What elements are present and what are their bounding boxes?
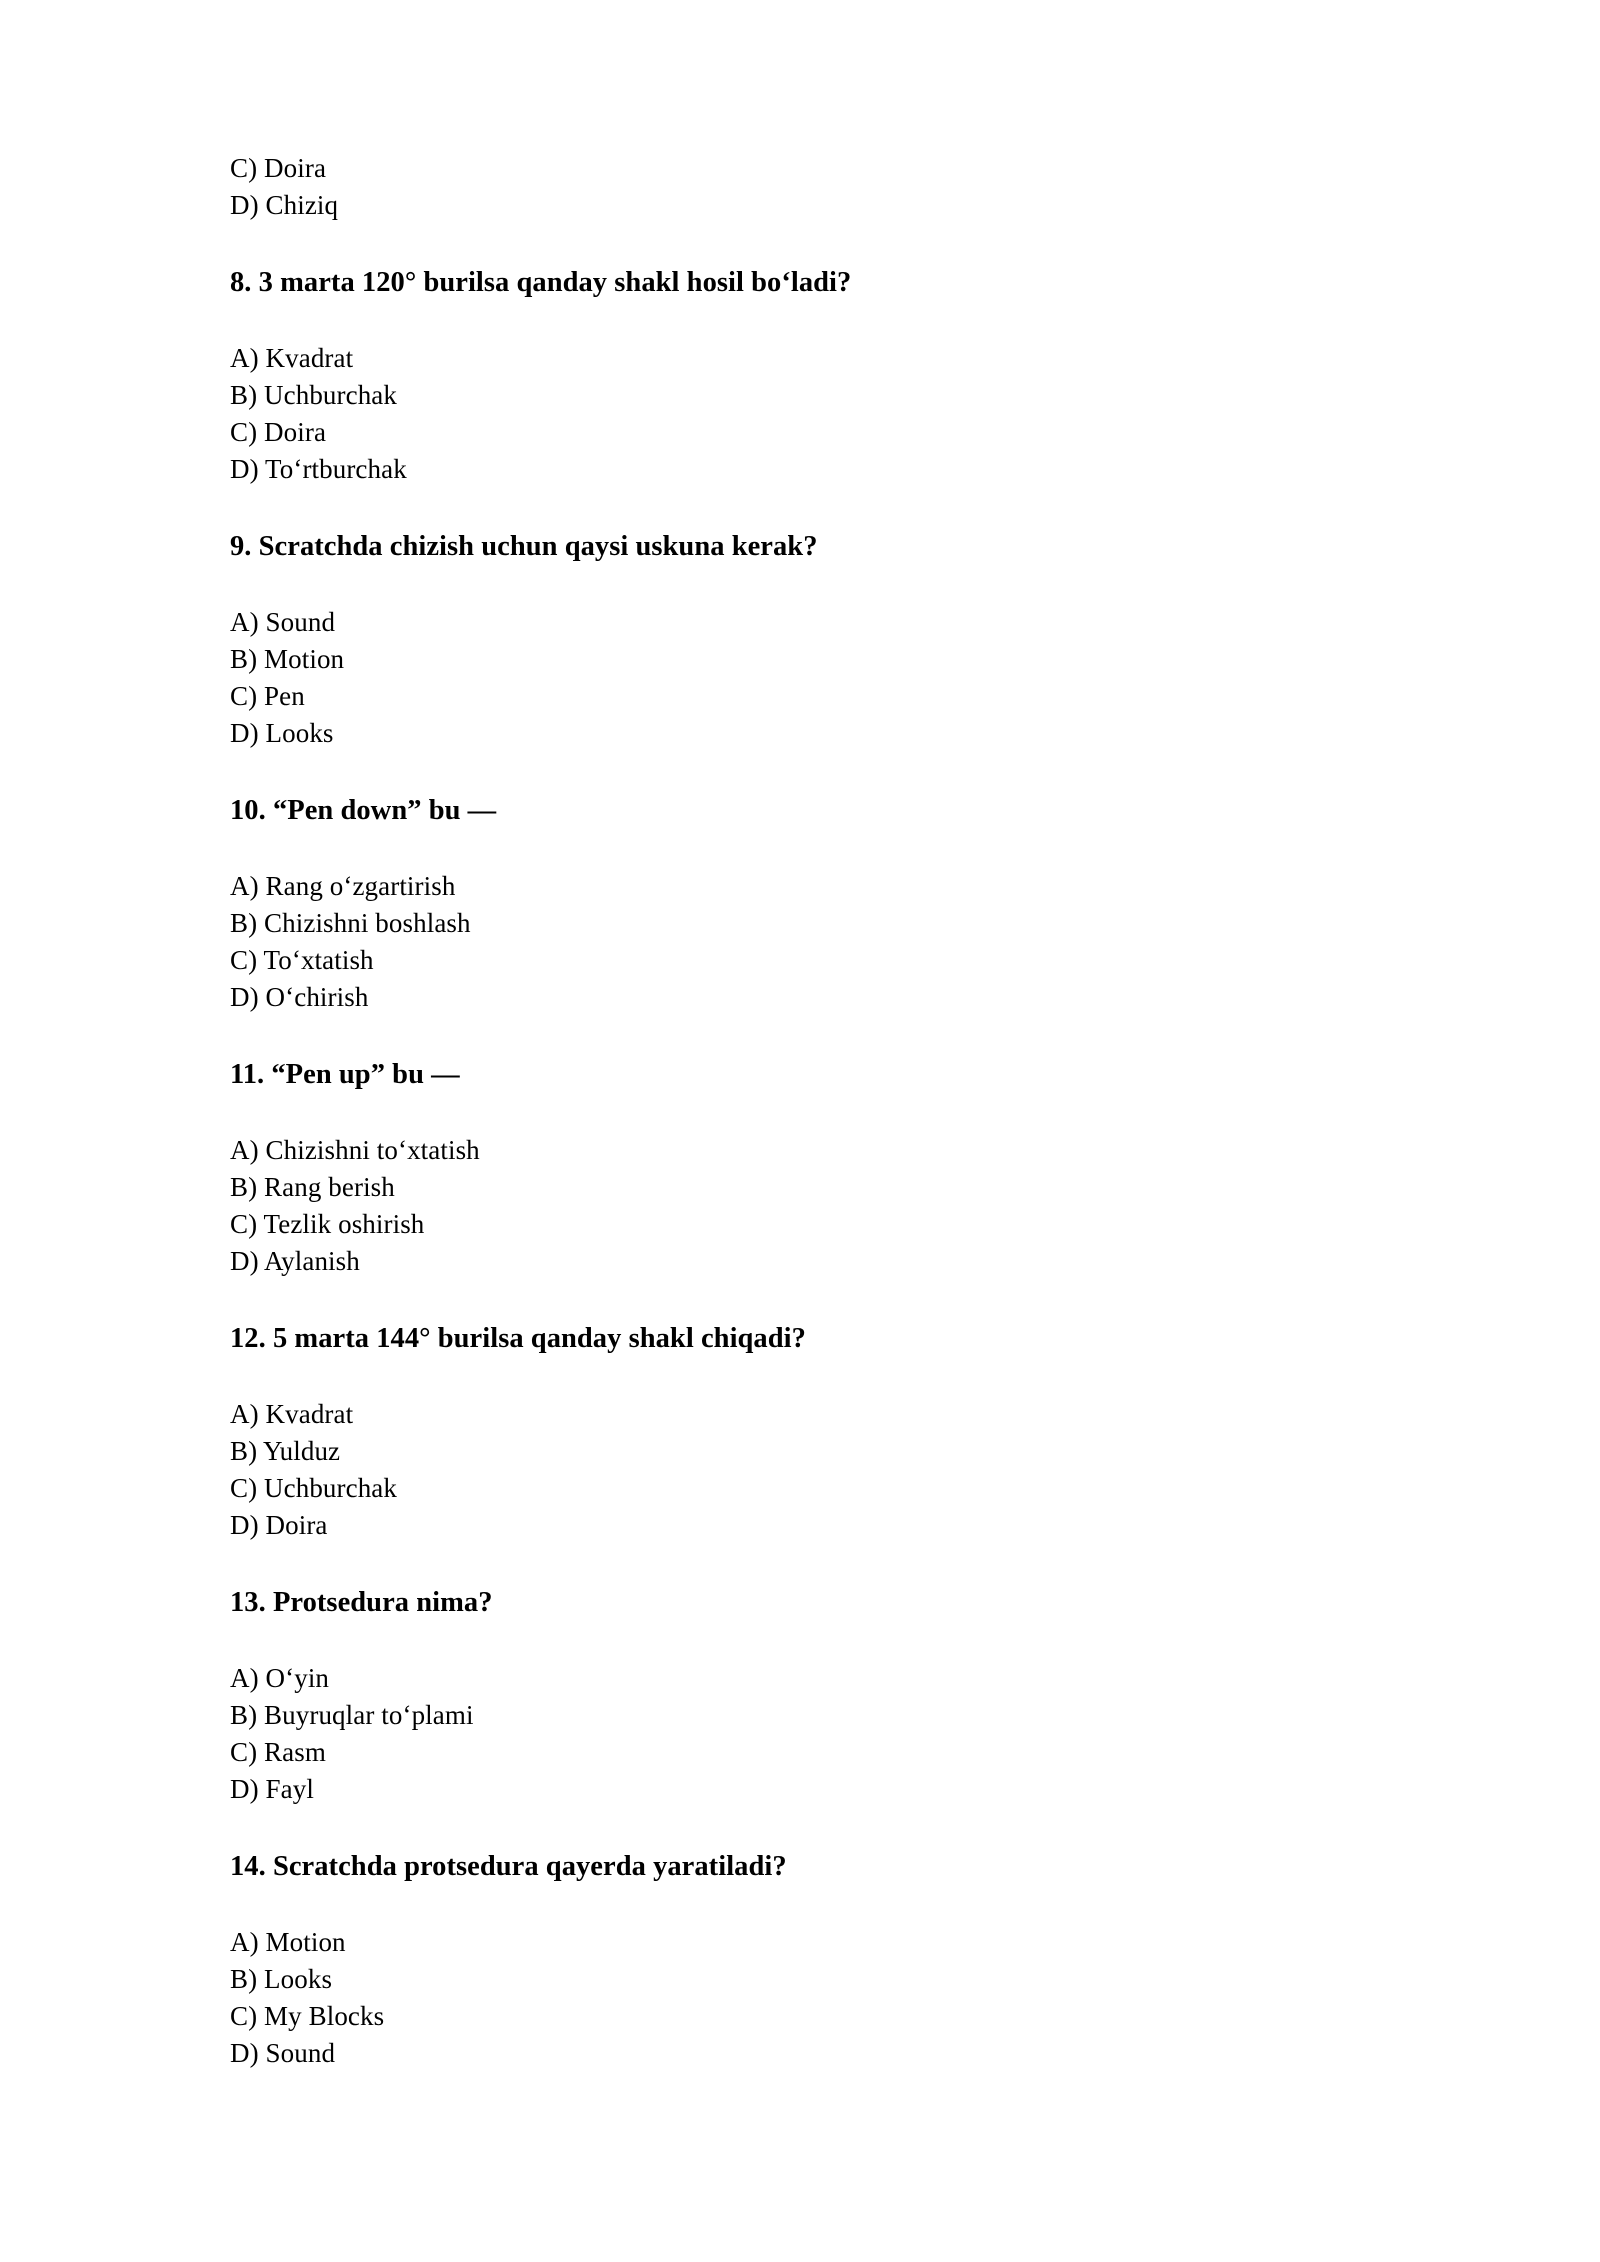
option-item: A) O‘yin	[230, 1663, 330, 1693]
question-options	[230, 1132, 1380, 1280]
option-item: B) Uchburchak	[230, 380, 397, 410]
question-heading: 11. “Pen up” bu —	[230, 1059, 460, 1090]
option-item: A) Sound	[230, 607, 336, 637]
option-item: D) Aylanish	[230, 1246, 360, 1276]
question-heading: 10. “Pen down” bu —	[230, 795, 497, 826]
option-item: D) Chiziq	[230, 190, 339, 220]
question-block-13	[230, 1584, 1380, 1808]
question-options	[230, 340, 1380, 488]
option-item: C) My Blocks	[230, 2001, 385, 2031]
option-item: D) Fayl	[230, 1774, 314, 1804]
question-options	[230, 1660, 1380, 1808]
question-block-8	[230, 264, 1380, 488]
option-item: A) Chizishni to‘xtatish	[230, 1135, 480, 1165]
option-item: B) Looks	[230, 1964, 333, 1994]
question-block-9	[230, 528, 1380, 752]
document-body	[230, 150, 1380, 2072]
option-item: B) Yulduz	[230, 1436, 341, 1466]
question-heading: 8. 3 marta 120° burilsa qanday shakl hosil bo‘ladi?	[230, 267, 852, 298]
option-item: A) Kvadrat	[230, 343, 354, 373]
option-item: B) Motion	[230, 644, 345, 674]
question-options	[230, 1396, 1380, 1544]
option-item: C) Doira	[230, 153, 327, 183]
question-block-12	[230, 1320, 1380, 1544]
option-item: C) Uchburchak	[230, 1473, 397, 1503]
carryover-options	[230, 150, 1380, 224]
question-block-11	[230, 1056, 1380, 1280]
question-block-14	[230, 1848, 1380, 2072]
question-heading: 12. 5 marta 144° burilsa qanday shakl chiqadi?	[230, 1323, 806, 1354]
option-item: D) O‘chirish	[230, 982, 369, 1012]
option-item: A) Kvadrat	[230, 1399, 354, 1429]
question-options	[230, 868, 1380, 1016]
question-heading: 9. Scratchda chizish uchun qaysi uskuna kerak?	[230, 531, 818, 562]
option-item: C) Doira	[230, 417, 327, 447]
option-item: D) Looks	[230, 718, 334, 748]
question-options	[230, 1924, 1380, 2072]
question-block-10	[230, 792, 1380, 1016]
option-item: C) Tezlik oshirish	[230, 1209, 425, 1239]
option-item: C) Rasm	[230, 1737, 326, 1767]
option-item: D) Sound	[230, 2038, 336, 2068]
option-item: B) Rang berish	[230, 1172, 395, 1202]
question-heading: 14. Scratchda protsedura qayerda yaratiladi?	[230, 1851, 787, 1882]
option-item: A) Motion	[230, 1927, 346, 1957]
option-item: C) Pen	[230, 681, 305, 711]
option-item: D) To‘rtburchak	[230, 454, 407, 484]
question-heading: 13. Protsedura nima?	[230, 1587, 493, 1618]
question-options	[230, 604, 1380, 752]
option-item: A) Rang o‘zgartirish	[230, 871, 456, 901]
option-item: C) To‘xtatish	[230, 945, 374, 975]
option-item: B) Chizishni boshlash	[230, 908, 471, 938]
option-item: D) Doira	[230, 1510, 328, 1540]
option-item: B) Buyruqlar to‘plami	[230, 1700, 474, 1730]
